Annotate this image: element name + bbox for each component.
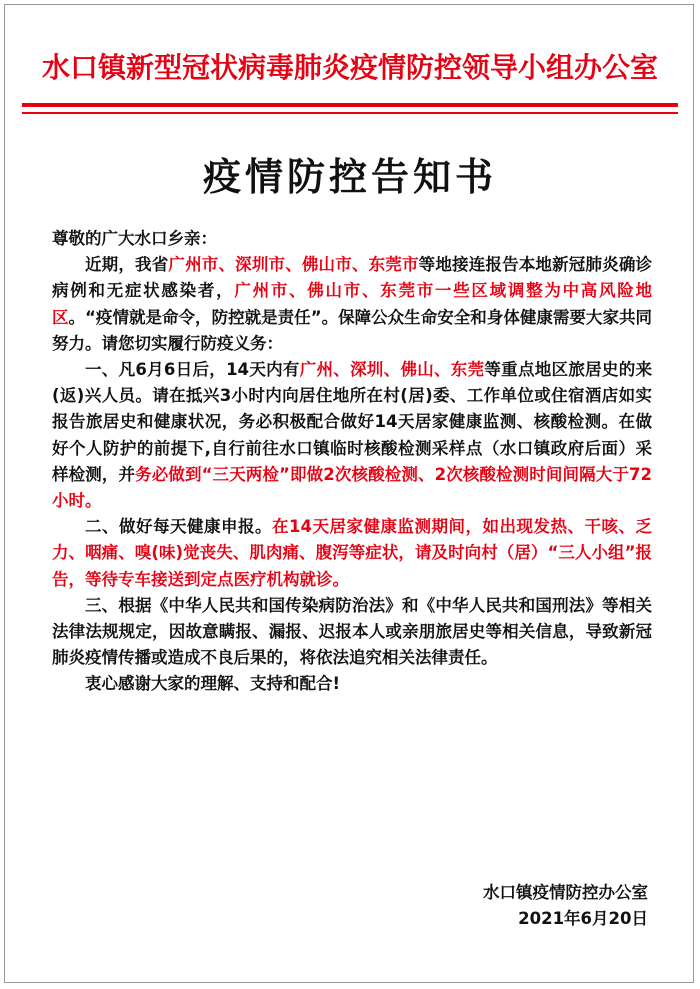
paragraph-thanks: 衷心感谢大家的理解、支持和配合! bbox=[85, 674, 341, 694]
signature-office: 水口镇疫情防控办公室 bbox=[483, 883, 648, 902]
paragraph-item-3: 三、根据《中华人民共和国传染病防治法》和《中华人民共和国刑法》等相关法律法规规定，因故意瞒报、漏报、迟报本人或亲朋旅居史等相关信息，导致新冠肺炎疫情传播或造成不良后果的，将依法追究相关法律责任。 bbox=[52, 595, 652, 668]
intro-text-1: 近期，我省 bbox=[85, 255, 169, 275]
item2-text-1: 二、做好每天健康申报。 bbox=[85, 517, 273, 537]
item1-text-2: 等重点地区旅居史的来(返)兴人员。请在抵兴3小时内向居住地所在村(居)委、工作单位或住宿酒店如实报告旅居史和健康状况，务必积极配合做好14天居家健康监测、核酸检测。在做好个人防护的前提下,自行前往水口镇临时核酸检测采样点（水口镇政府后面）采样检测，并 bbox=[52, 360, 652, 484]
item1-text-1: 一、凡6月6日后，14天内有 bbox=[85, 360, 300, 380]
intro-highlight-cities: 广州市、深圳市、佛山市、东莞市 bbox=[168, 255, 419, 275]
signature-block bbox=[483, 880, 648, 932]
paragraph-item-1 bbox=[52, 357, 652, 514]
greeting: 尊敬的广大水口乡亲： bbox=[52, 229, 217, 248]
document-title: 疫情防控告知书 bbox=[202, 154, 497, 199]
item1-highlight-cities: 广州、深圳、佛山、东莞 bbox=[299, 360, 485, 380]
paragraph-intro bbox=[52, 252, 652, 357]
header-rule-thin bbox=[22, 112, 678, 114]
intro-highlight-risk-areas: 广州市、佛山市、东莞市一些区域调整为中高风险地区 bbox=[52, 281, 652, 327]
paragraph-item-2 bbox=[52, 514, 652, 593]
intro-text-2: 等地接连报告本地新冠肺炎确诊病例和无症状感染者， bbox=[52, 255, 653, 301]
signature-date: 2021年6月20日 bbox=[518, 909, 648, 928]
item1-highlight-testing: 务必做到“三天两检”即做2次核酸检测、2次核酸检测时间间隔大于72小时。 bbox=[52, 464, 652, 511]
intro-text-3: 。“疫情就是命令，防控就是责任”。保障公众生命安全和身体健康需要大家共同努力。请您切实履行防疫义务： bbox=[52, 307, 652, 353]
notice-body bbox=[52, 226, 652, 698]
item2-highlight-symptoms: 在14天居家健康监测期间，如出现发热、干咳、乏力、咽痛、嗅(味)觉丧失、肌肉痛、腹泻等症状，请及时向村（居）“三人小组”报告，等待专车接送到定点医疗机构就诊。 bbox=[52, 517, 652, 589]
issuing-office-header: 水口镇新型冠状病毒肺炎疫情防控领导小组办公室 bbox=[41, 51, 658, 84]
header-rule-thick bbox=[22, 103, 678, 107]
